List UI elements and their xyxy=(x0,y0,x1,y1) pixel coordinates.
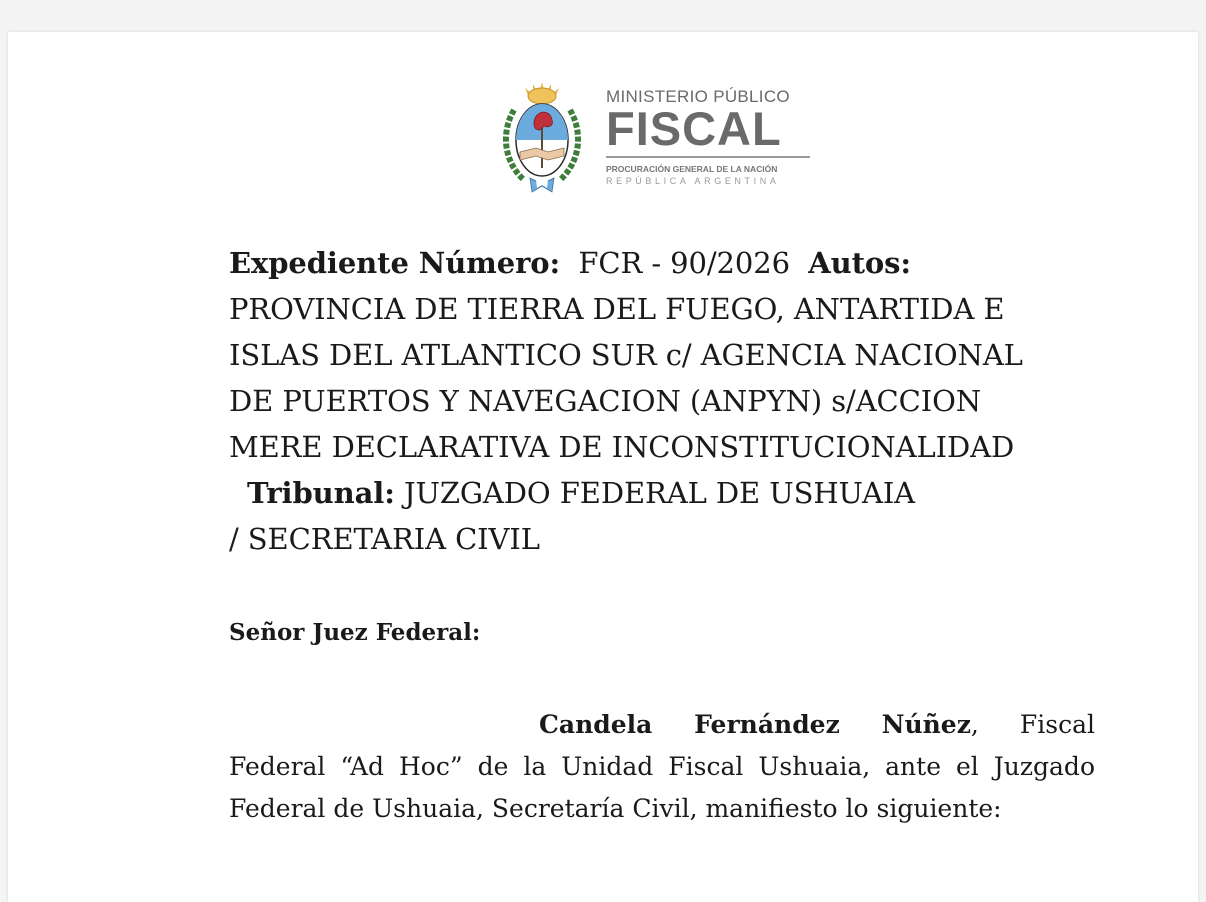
argentina-coat-of-arms-icon xyxy=(500,80,584,198)
autos-line: DE PUERTOS Y NAVEGACION (ANPYN) s/ACCION xyxy=(229,384,982,418)
logo-wordmark xyxy=(606,88,820,187)
ministerio-publico-fiscal-logo xyxy=(500,80,820,200)
document-content xyxy=(229,240,1095,830)
caption-line-expediente xyxy=(229,240,1095,286)
body-text: , Fiscal Federal “Ad Hoc” de la Unidad Fiscal Ushuaia, ante el Juzgado Federal de Ushuaia, Secretaría Civil, manifiesto lo siguiente: xyxy=(229,710,1095,823)
logo-line-procuracion: PROCURACIÓN GENERAL DE LA NACIÓN xyxy=(606,164,778,174)
tribunal-label: Tribunal: xyxy=(247,476,395,510)
logo-line-ministerio: MINISTERIO PÚBLICO xyxy=(606,87,790,106)
autos-line: ISLAS DEL ATLANTICO SUR c/ AGENCIA NACIONAL xyxy=(229,338,1023,372)
case-caption xyxy=(229,240,1095,562)
expediente-label: Expediente Número: xyxy=(229,246,561,280)
fiscal-name: Candela Fernández Núñez xyxy=(539,710,971,739)
autos-line: MERE DECLARATIVA DE INCONSTITUCIONALIDAD xyxy=(229,430,1015,464)
expediente-value: FCR - 90/2026 xyxy=(578,246,790,280)
autos-label: Autos: xyxy=(808,246,911,280)
logo-divider xyxy=(606,156,810,158)
caption-line-tribunal xyxy=(229,470,1095,516)
document-page xyxy=(8,32,1198,902)
body-paragraph xyxy=(229,704,1095,830)
greeting: Señor Juez Federal: xyxy=(229,619,481,646)
tribunal-value: JUZGADO FEDERAL DE USHUAIA xyxy=(403,476,916,510)
logo-line-republica: REPÚBLICA ARGENTINA xyxy=(606,176,780,186)
logo-line-fiscal: FISCAL xyxy=(606,102,782,155)
autos-line: PROVINCIA DE TIERRA DEL FUEGO, ANTARTIDA E xyxy=(229,292,1005,326)
tribunal-value-continued: / SECRETARIA CIVIL xyxy=(229,522,540,556)
